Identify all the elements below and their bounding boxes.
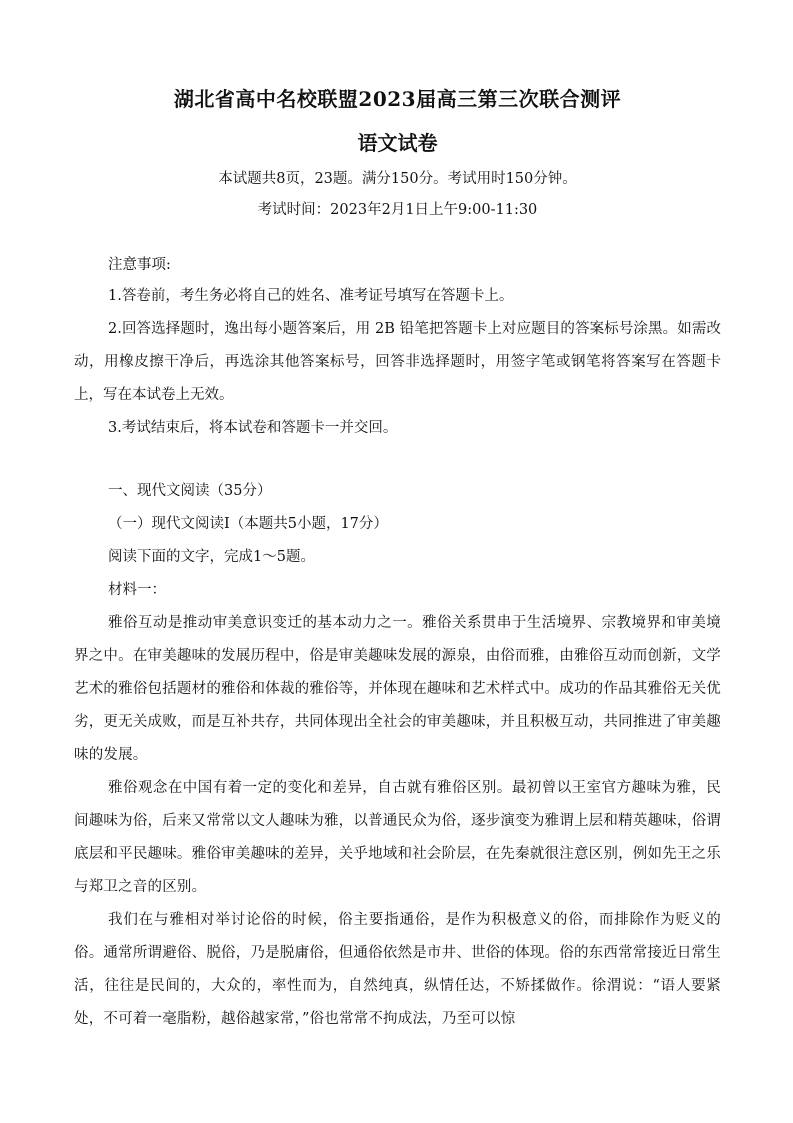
material-body	[74, 607, 721, 1036]
exam-title: 湖北省高中名校联盟2023届高三第三次联合测评	[173, 87, 622, 111]
material-paragraph-2: 雅俗观念在中国有着一定的变化和差异，自古就有雅俗区别。最初曾以王室官方趣味为雅，民间趣味为俗，后来又常常以文人趣味为雅，以普通民众为俗，逐步演变为雅谓上层和精英趣味，俗谓底层和平民趣味。雅俗审美趣味的差异，关乎地域和社会阶层，在先秦就很注意区别，例如先王之乐与郑卫之音的区别。	[74, 780, 721, 895]
note-item-3: 3.考试结束后，将本试卷和答题卡一并交回。	[108, 420, 398, 436]
exam-info-line-2: 考试时间：2023年2月1日上午9:00-11:30	[257, 202, 538, 218]
exam-subtitle: 语文试卷	[357, 131, 438, 155]
exam-info-line-1: 本试题共8页，23题。满分150分。考试用时150分钟。	[218, 171, 577, 187]
section-sub-heading: （一）现代文阅读Ⅰ（本题共5小题，17分）	[108, 516, 388, 532]
material-paragraph-1: 雅俗互动是推动审美意识变迁的基本动力之一。雅俗关系贯串于生活境界、宗教境界和审美境界之中。在审美趣味的发展历程中，俗是审美趣味发展的源泉，由俗而雅，由雅俗互动而创新，文学艺术的雅俗包括题材的雅俗和体裁的雅俗等，并体现在趣味和艺术样式中。成功的作品其雅俗无关优劣，更无关成败，而是互补共存，共同体现出全社会的审美趣味，并且积极互动，共同推进了审美趣味的发展。	[74, 615, 721, 763]
material-label: 材料一：	[108, 582, 166, 598]
notes-heading: 注意事项:	[108, 257, 171, 273]
notes-list	[74, 280, 721, 445]
note-item-2: 2.回答选择题时，逸出每小题答案后，用 2B 铅笔把答题卡上对应题目的答案标号涂黑。如需改动，用橡皮擦干净后，再选涂其他答案标号，回答非选择题时，用签字笔或钢笔将答案写在答题卡上，写在本试卷上无效。	[74, 321, 721, 403]
section-heading: 一、现代文阅读（35分）	[108, 483, 272, 499]
reading-instruction: 阅读下面的文字，完成1～5题。	[108, 549, 315, 565]
material-paragraph-3: 我们在与雅相对举讨论俗的时候，俗主要指通俗，是作为积极意义的俗，而排除作为贬义的俗。通常所谓避俗、脱俗，乃是脱庸俗，但通俗依然是市井、世俗的体现。俗的东西常常接近日常生活，往往是民间的，大众的，率性而为，自然纯真，纵情任达，不矫揉做作。徐渭说：“语人要紧处，不可着一毫脂粉，越俗越家常，”俗也常常不拘成法，乃至可以惊	[74, 912, 721, 1027]
note-item-1: 1.答卷前，考生务必将自己的姓名、准考证号填写在答题卡上。	[108, 288, 514, 304]
